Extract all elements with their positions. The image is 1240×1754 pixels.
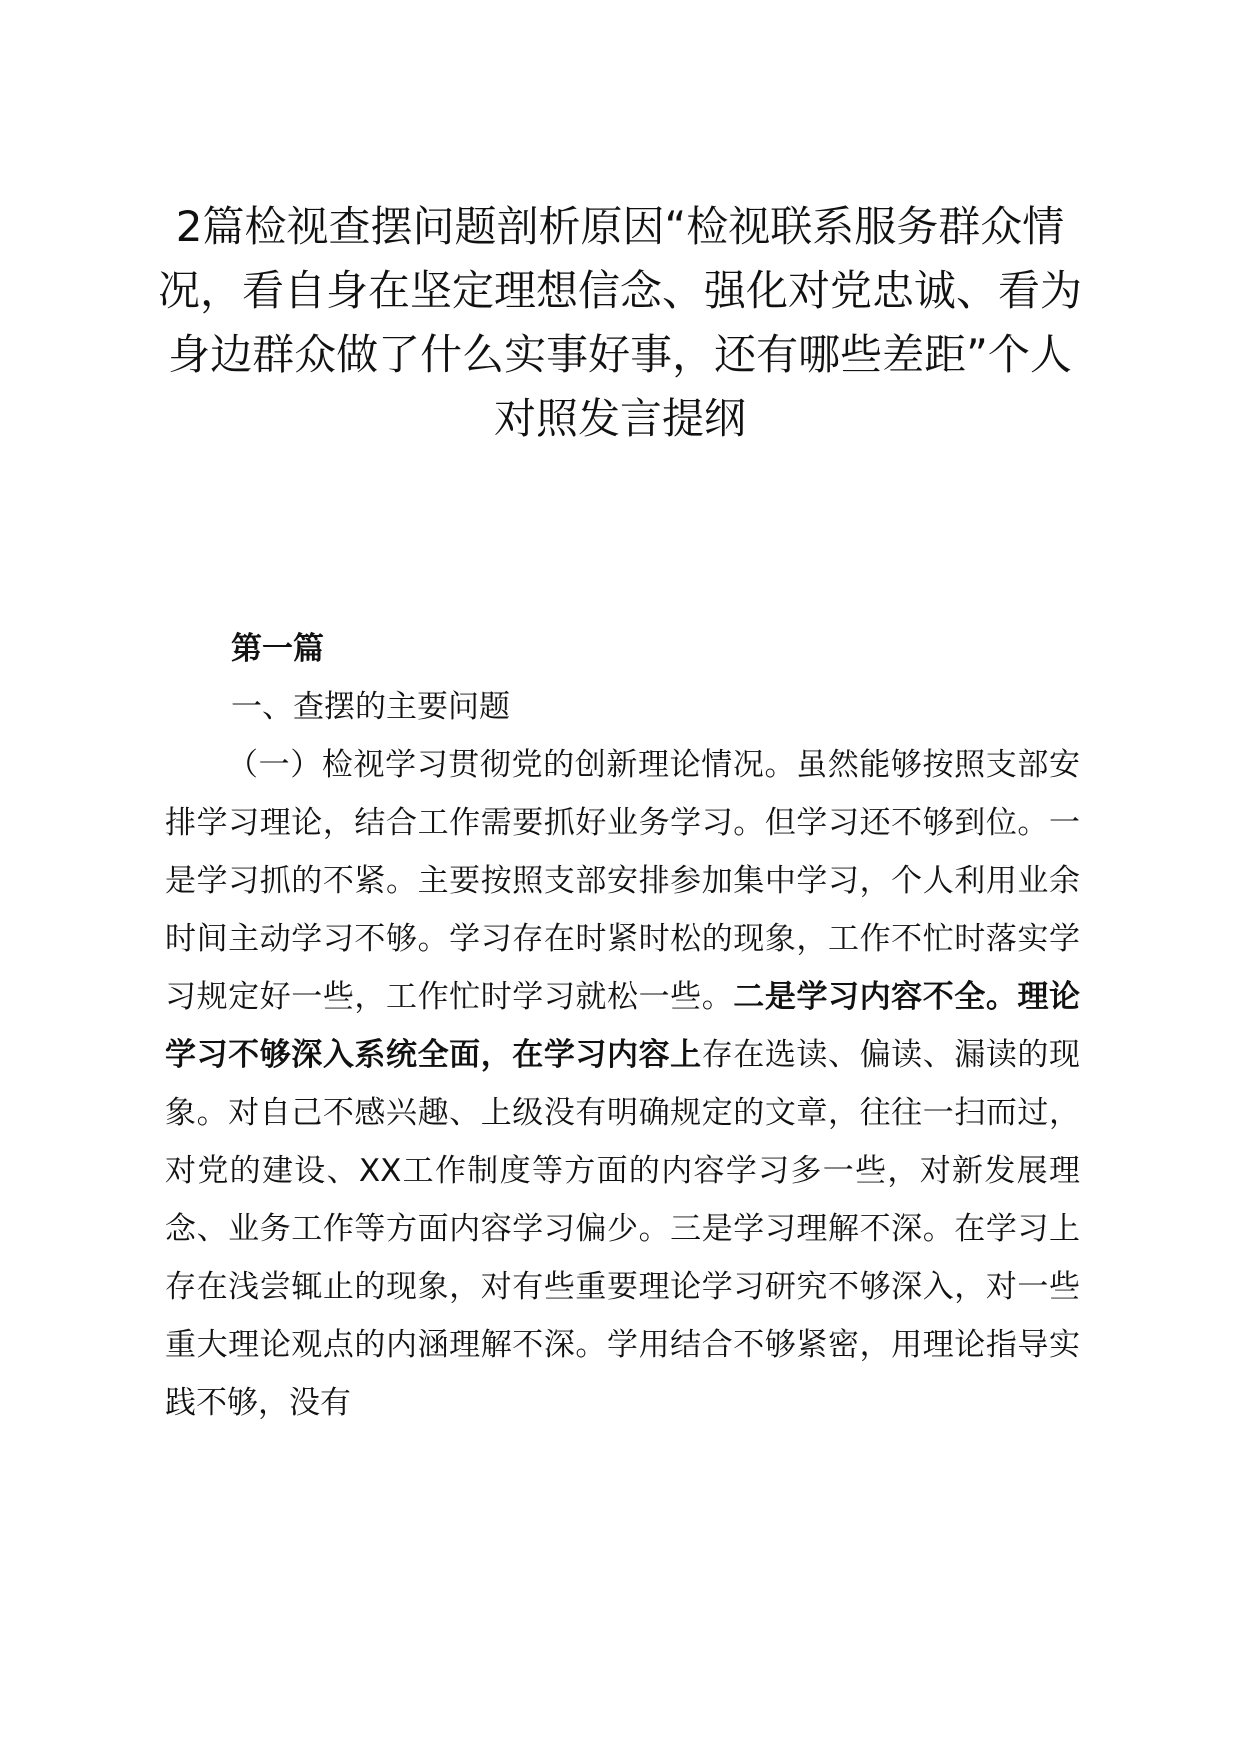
paragraph-text-part1: （一）检视学习贯彻党的创新理论情况。虽然能够按照支部安排学习理论，结合工作需要抓好业务学习。但学习还不够到位。一是学习抓的不紧。主要按照支部安排参加集中学习，个人利用业余时间主动学习不够。学习存在时紧时松的现象，工作不忙时落实学习规定好一些，工作忙时学习就松一些。 [165, 747, 1080, 1015]
body-paragraph [165, 736, 1080, 1432]
paragraph-text-part2: 存在选读、偏读、漏读的现象。对自己不感兴趣、上级没有明确规定的文章，往往一扫而过，对党的建设、XX工作制度等方面的内容学习多一些，对新发展理念、业务工作等方面内容学习偏少。三是学习理解不深。在学习上存在浅尝辄止的现象，对有些重要理论学习研究不够深入，对一些重大理论观点的内涵理解不深。学用结合不够紧密，用理论指导实践不够，没有 [165, 1037, 1081, 1421]
part-label: 第一篇 [231, 631, 324, 667]
section-heading: 一、查摆的主要问题 [231, 689, 510, 725]
document-body [165, 620, 1080, 1432]
document-title: 2篇检视查摆问题剖析原因“检视联系服务群众情况，看自身在坚定理想信念、强化对党忠诚、看为身边群众做了什么实事好事，还有哪些差距”个人对照发言提纲 [157, 202, 1082, 443]
paragraph-bold-text: 二是学习内容不全。理论学习不够深入系统全面，在学习内容上 [165, 979, 1081, 1073]
